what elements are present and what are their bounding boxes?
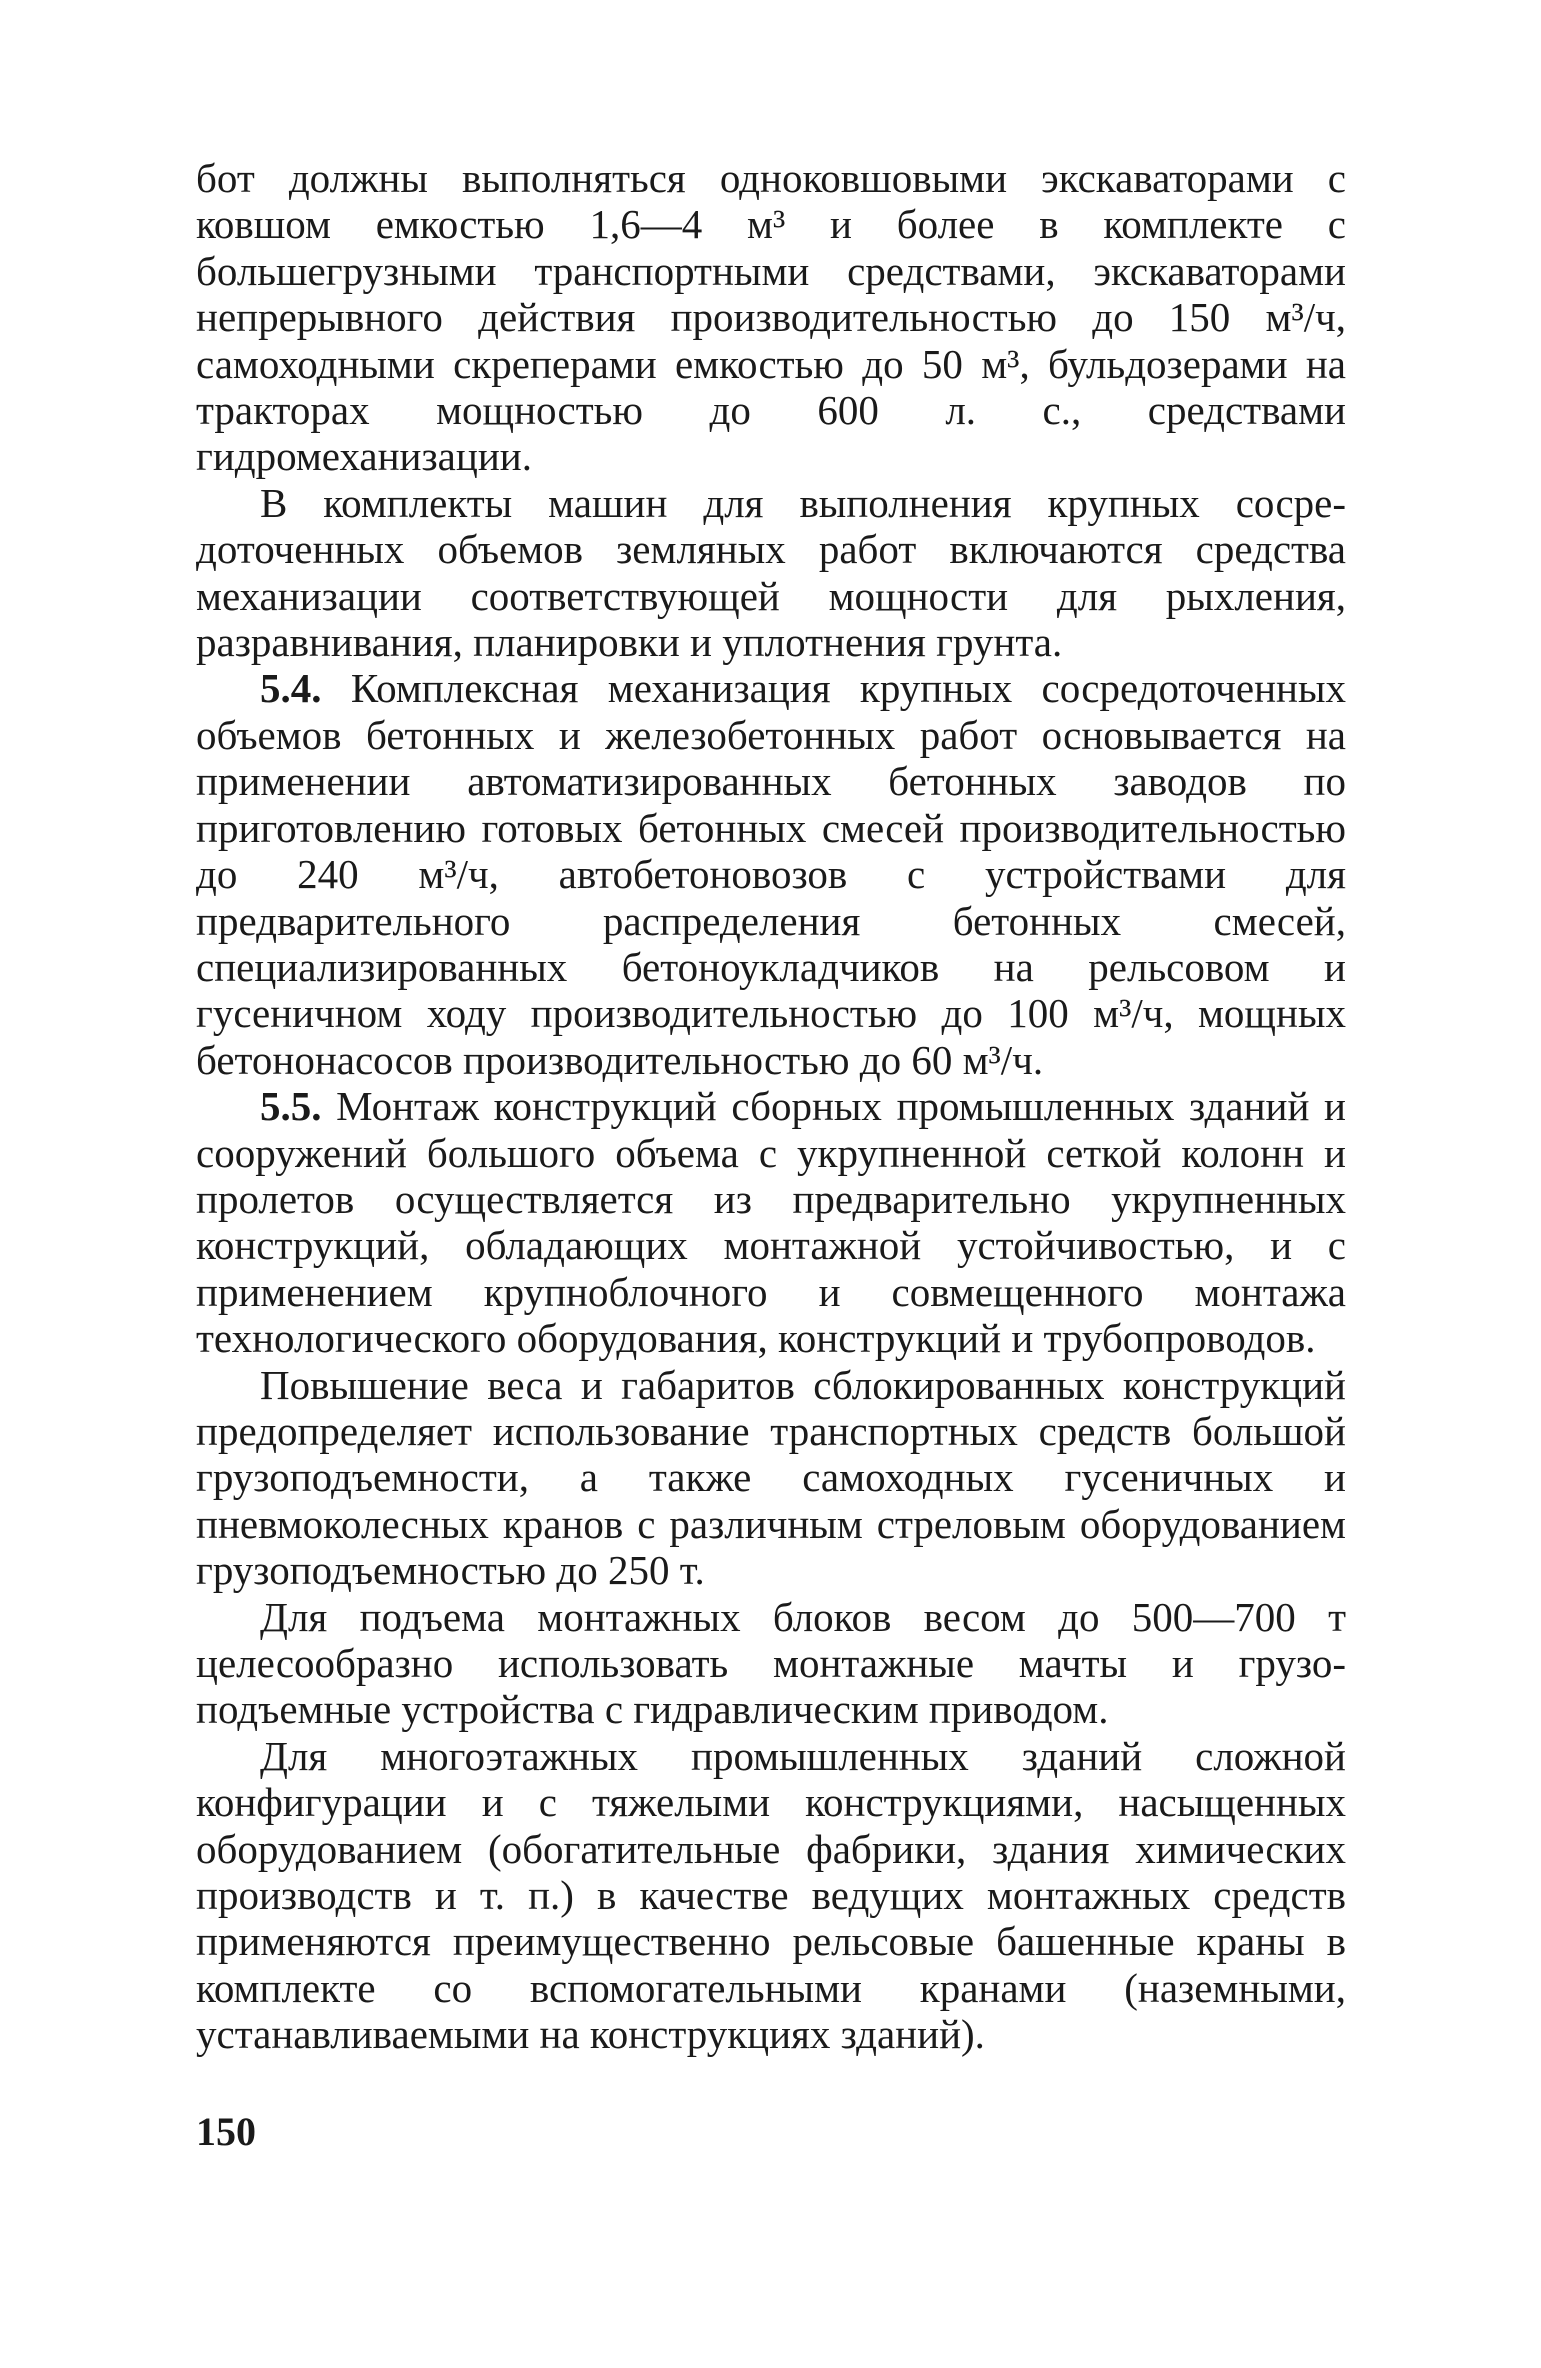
section-number-5-4: 5.4.: [260, 665, 322, 712]
paragraph-section-5-4: [196, 665, 1346, 1083]
paragraph-earthwork-sets: В комплекты машин для выполнения крупных сосредоточенных объемов земляных работ включаются средства механизации соответствующей мощности для рыхления, разравнивания, планировки и уплотнения грунта.: [196, 479, 1346, 666]
page-number: 150: [196, 2109, 256, 2154]
paragraph-heavy-structures: Повышение веса и габаритов сблокированных конструкций предопределяет использование транспортных средств большой грузоподъемности, а также самоходных гусеничных и пневмоколесных кранов с различным стреловым оборудованием грузоподъемностью до 250 т.: [196, 1361, 1346, 1594]
section-5-5-text: Монтаж конструкций сборных промышленных зданий и сооружений большого объема с укрупненной сеткой колонн и пролетов осуществляется из предварительно укрупненных конструкций, обладающих монтажной устойчивостью, и с применением крупноблочного и совмещенного монтажа технологического оборудования, конструкций и трубопроводов.: [196, 1083, 1346, 1362]
paragraph-section-5-5: [196, 1083, 1346, 1361]
section-number-5-5: 5.5.: [260, 1083, 322, 1130]
paragraph-multistorey-buildings: Для многоэтажных промышленных зданий сложной конфигурации и с тяжелыми конструкциями, насыщенных оборудованием (обогатительные фабрики, здания химических производств и т. п.) в качестве ведущих монтажных средств применяются преимущественно рельсовые башенные краны в комплекте со вспомогательными кранами (наземными, устанавливаемыми на конструкциях зданий).: [196, 1732, 1346, 2058]
paragraph-lifting-blocks: Для подъема монтажных блоков весом до 500—700 т целесообразно использовать монтажные мачты и грузоподъемные устройства с гидравлическим приводом.: [196, 1593, 1346, 1733]
paragraph-continuation: бот должны выполняться одноковшовыми экскаваторами с ковшом емкостью 1,6—4 м³ и более в комплекте с большегрузными транспортными средствами, экскаваторами непрерывного действия производительностью до 150 м³/ч, самоходными скреперами емкостью до 50 м³, бульдозерами на тракторах мощностью до 600 л. с., средствами гидромеханизации.: [196, 155, 1346, 480]
section-5-4-text: Комплексная механизация крупных сосредоточенных объемов бетонных и железобетонных работ основывается на применении автоматизированных бетонных заводов по приготовлению готовых бетонных смесей производительностью до 240 м³/ч, автобетоновозов с устройствами для предварительного распределения бетонных смесей, специализированных бетоноукладчиков на рельсовом и гусеничном ходу производительностью до 100 м³/ч, мощных бетононасосов производительностью до 60 м³/ч.: [196, 665, 1346, 1083]
page-body: [196, 155, 1346, 2058]
